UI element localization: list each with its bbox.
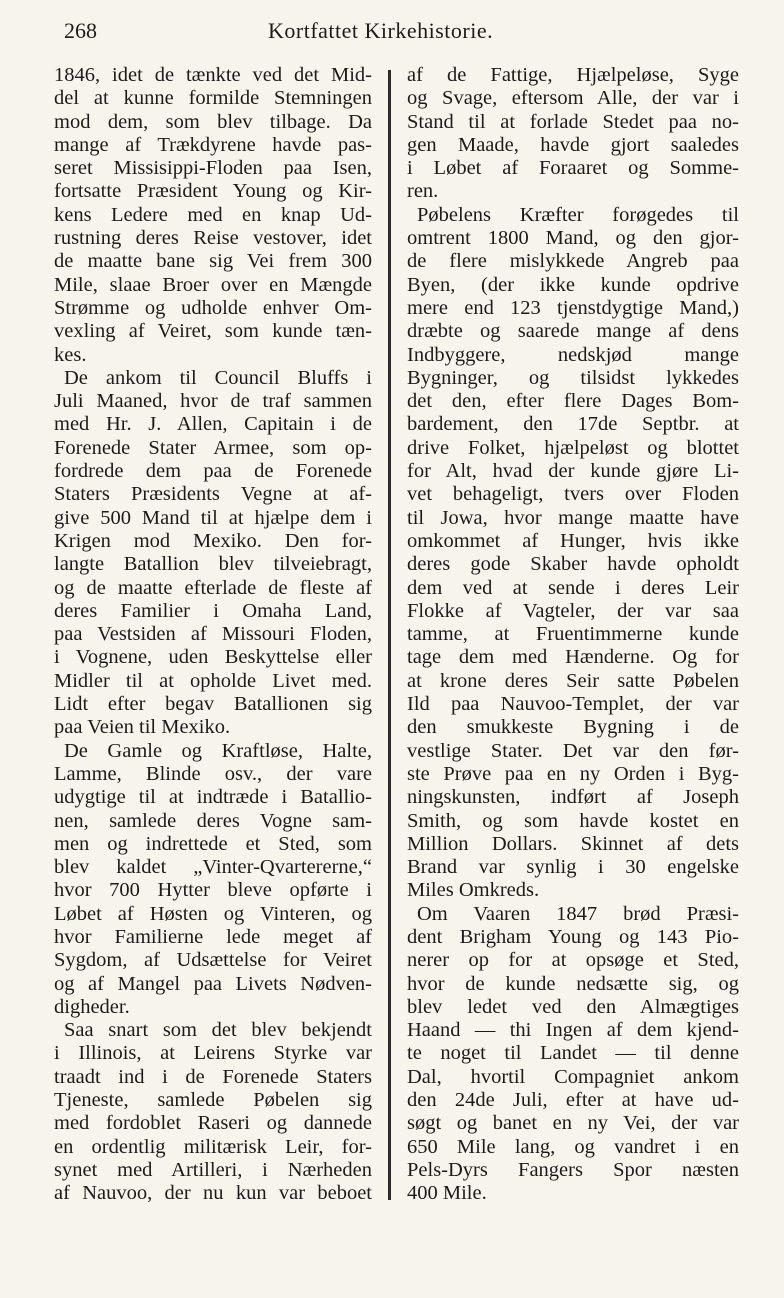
- text-line: seret Missisippi-Floden paa Isen,: [54, 157, 372, 180]
- text-line: dem ved at sende i deres Leir: [407, 576, 739, 599]
- text-line: nen, samlede deres Vogne sam-: [54, 809, 372, 832]
- text-line: Pøbelens Kræfter forøgedes til: [417, 203, 739, 226]
- text-line: tamme, at Fruentimmerne kunde: [407, 623, 739, 646]
- text-line: Byen, (der ikke kunde opdrive: [407, 273, 739, 296]
- text-line: mod dem, som blev tilbage. Da: [54, 110, 372, 133]
- text-line: Ild paa Nauvoo-Templet, der var: [407, 693, 739, 716]
- text-line: give 500 Mand til at hjælpe dem i: [54, 506, 372, 529]
- text-line: mange af Trækdyrene havde pas-: [54, 133, 372, 156]
- text-line: af Nauvoo, der nu kun var beboet: [54, 1182, 372, 1205]
- text-line: hvor 700 Hytter bleve opførte i: [54, 879, 372, 902]
- text-line: Tjeneste, samlede Pøbelen sig: [54, 1089, 372, 1112]
- text-line: og Svage, eftersom Alle, der var i: [407, 87, 739, 110]
- text-line: til Jowa, hvor mange maatte have: [407, 506, 739, 529]
- text-line: te noget til Landet — til denne: [407, 1042, 739, 1065]
- text-line: og af Mangel paa Livets Nødven-: [54, 972, 372, 995]
- text-line: kens Ledere med en knap Ud-: [54, 203, 372, 226]
- text-line: 650 Mile lang, og vandret i en: [407, 1135, 739, 1158]
- text-line: Indbyggere, nedskjød mange: [407, 343, 739, 366]
- text-line: en ordentlig militærisk Leir, for-: [54, 1135, 372, 1158]
- text-line: vexling af Veiret, som kunde tæn-: [54, 320, 372, 343]
- text-line: de flere mislykkede Angreb paa: [407, 250, 739, 273]
- text-line: Stand til at forlade Stedet paa no-: [407, 110, 739, 133]
- text-line: i Løbet af Foraaret og Somme-: [407, 157, 739, 180]
- text-line: Krigen mod Mexiko. Den for-: [54, 529, 372, 552]
- text-line: Juli Maaned, hvor de traf sammen: [54, 390, 372, 413]
- text-line: at krone deres Seir satte Pøbelen: [407, 669, 739, 692]
- text-line: De Gamle og Kraftløse, Halte,: [64, 739, 372, 762]
- text-line: paa Vestsiden af Missouri Floden,: [54, 623, 372, 646]
- text-line: paa Veien til Mexiko.: [54, 716, 231, 739]
- text-line: drive Folket, hjælpeløst og blottet: [407, 436, 739, 459]
- text-line: deres Familier i Omaha Land,: [54, 599, 372, 622]
- text-line: omtrent 1800 Mand, og den gjor-: [407, 227, 739, 250]
- text-line: blev ledet ved den Almægtiges: [407, 995, 739, 1018]
- text-line: det den, efter flere Dages Bom-: [407, 390, 739, 413]
- text-line: ningskunsten, indført af Joseph: [407, 786, 739, 809]
- page-number: 268: [64, 18, 97, 43]
- text-line: fordrede dem paa de Forenede: [54, 460, 372, 483]
- text-line: Mile, slaae Broer over en Mængde: [54, 273, 372, 296]
- text-line: Midler til at opholde Livet med.: [54, 669, 372, 692]
- text-line: af de Fattige, Hjælpeløse, Syge: [407, 64, 739, 86]
- text-line: Dal, hvortil Compagniet ankom: [407, 1065, 739, 1088]
- text-line: rustning deres Reise vestover, idet: [54, 227, 372, 250]
- text-line: dræbte og saarede mange af dens: [407, 320, 739, 343]
- text-line: dent Brigham Young og 143 Pio-: [407, 925, 739, 948]
- text-line: Forenede Stater Armee, som op-: [54, 436, 372, 459]
- page-header: [48, 18, 518, 52]
- text-line: Smith, og som havde kostet en: [407, 809, 739, 832]
- text-line: i Vognene, uden Beskyttelse eller: [54, 646, 372, 669]
- text-line: gen Maade, havde gjort saaledes: [407, 133, 739, 156]
- text-line: vestlige Stater. Det var den før-: [407, 739, 739, 762]
- text-line: Saa snart som det blev bekjendt: [64, 1019, 372, 1042]
- text-line: den 24de Juli, efter at have ud-: [407, 1089, 739, 1112]
- text-line: blev kaldet „Vinter-Qvartererne,“: [54, 856, 372, 879]
- text-line: Om Vaaren 1847 brød Præsi-: [417, 902, 739, 925]
- text-line: 1846, idet de tænkte ved det Mid-: [54, 64, 372, 86]
- text-line: deres gode Skaber havde opholdt: [407, 553, 739, 576]
- text-line: for Alt, hvad der kunde gjøre Li-: [407, 460, 739, 483]
- text-line: kes.: [54, 343, 87, 366]
- text-line: langte Batallion blev tilveiebragt,: [54, 553, 372, 576]
- text-line: ren.: [407, 180, 439, 203]
- text-line: Bygninger, og tilsidst lykkedes: [407, 366, 739, 389]
- text-line: bardement, den 17de Septbr. at: [407, 413, 739, 436]
- running-title: Kortfattet Kirkehistorie.: [268, 18, 494, 43]
- text-line: nerer op for at opsøge et Sted,: [407, 949, 739, 972]
- text-line: Million Dollars. Skinnet af dets: [407, 832, 739, 855]
- text-line: Løbet af Høsten og Vinteren, og: [54, 902, 372, 925]
- text-line: 400 Mile.: [407, 1182, 487, 1205]
- text-line: Miles Omkreds.: [407, 879, 540, 902]
- text-line: men og indrettede et Sted, som: [54, 832, 372, 855]
- text-line: med Hr. J. Allen, Capitain i de: [54, 413, 372, 436]
- text-line: Haand — thi Ingen af dem kjend-: [407, 1019, 739, 1042]
- text-line: Flokke af Vagteler, der var saa: [407, 599, 739, 622]
- text-line: hvor Familierne lede meget af: [54, 925, 372, 948]
- left-column: [54, 64, 372, 1206]
- text-line: Lidt efter begav Batallionen sig: [54, 693, 372, 716]
- text-line: omkommet af Hunger, hvis ikke: [407, 529, 739, 552]
- text-line: fortsatte Præsident Young og Kir-: [54, 180, 372, 203]
- text-line: hvor de kunde nedsætte sig, og: [407, 972, 739, 995]
- text-line: digheder.: [54, 995, 130, 1018]
- text-line: i Illinois, at Leirens Styrke var: [54, 1042, 372, 1065]
- text-line: Staters Præsidents Vegne at af-: [54, 483, 372, 506]
- text-line: vet behageligt, tvers over Floden: [407, 483, 739, 506]
- text-line: del at kunne formilde Stemningen: [54, 87, 372, 110]
- column-divider: [388, 70, 391, 1200]
- right-column: [407, 64, 739, 1206]
- text-line: Sygdom, af Udsættelse for Veiret: [54, 949, 372, 972]
- text-line: og de maatte efterlade de fleste af: [54, 576, 372, 599]
- text-line: Brand var synlig i 30 engelske: [407, 856, 739, 879]
- text-line: de maatte bane sig Vei frem 300: [54, 250, 372, 273]
- text-line: Pels-Dyrs Fangers Spor næsten: [407, 1158, 739, 1181]
- text-line: Lamme, Blinde osv., der vare: [54, 762, 372, 785]
- text-line: med fordoblet Raseri og dannede: [54, 1112, 372, 1135]
- text-line: mere end 123 tjenstdygtige Mand,): [407, 296, 739, 319]
- text-line: Strømme og udholde enhver Om-: [54, 296, 372, 319]
- text-line: traadt ind i de Forenede Staters: [54, 1065, 372, 1088]
- text-line: ste Prøve paa en ny Orden i Byg-: [407, 762, 739, 785]
- text-line: den smukkeste Bygning i de: [407, 716, 739, 739]
- text-line: søgt og banet en ny Vei, der var: [407, 1112, 739, 1135]
- text-line: udygtige til at indtræde i Batallio-: [54, 786, 372, 809]
- text-line: synet med Artilleri, i Nærheden: [54, 1158, 372, 1181]
- text-line: tage dem med Hænderne. Og for: [407, 646, 739, 669]
- text-line: De ankom til Council Bluffs i: [64, 366, 372, 389]
